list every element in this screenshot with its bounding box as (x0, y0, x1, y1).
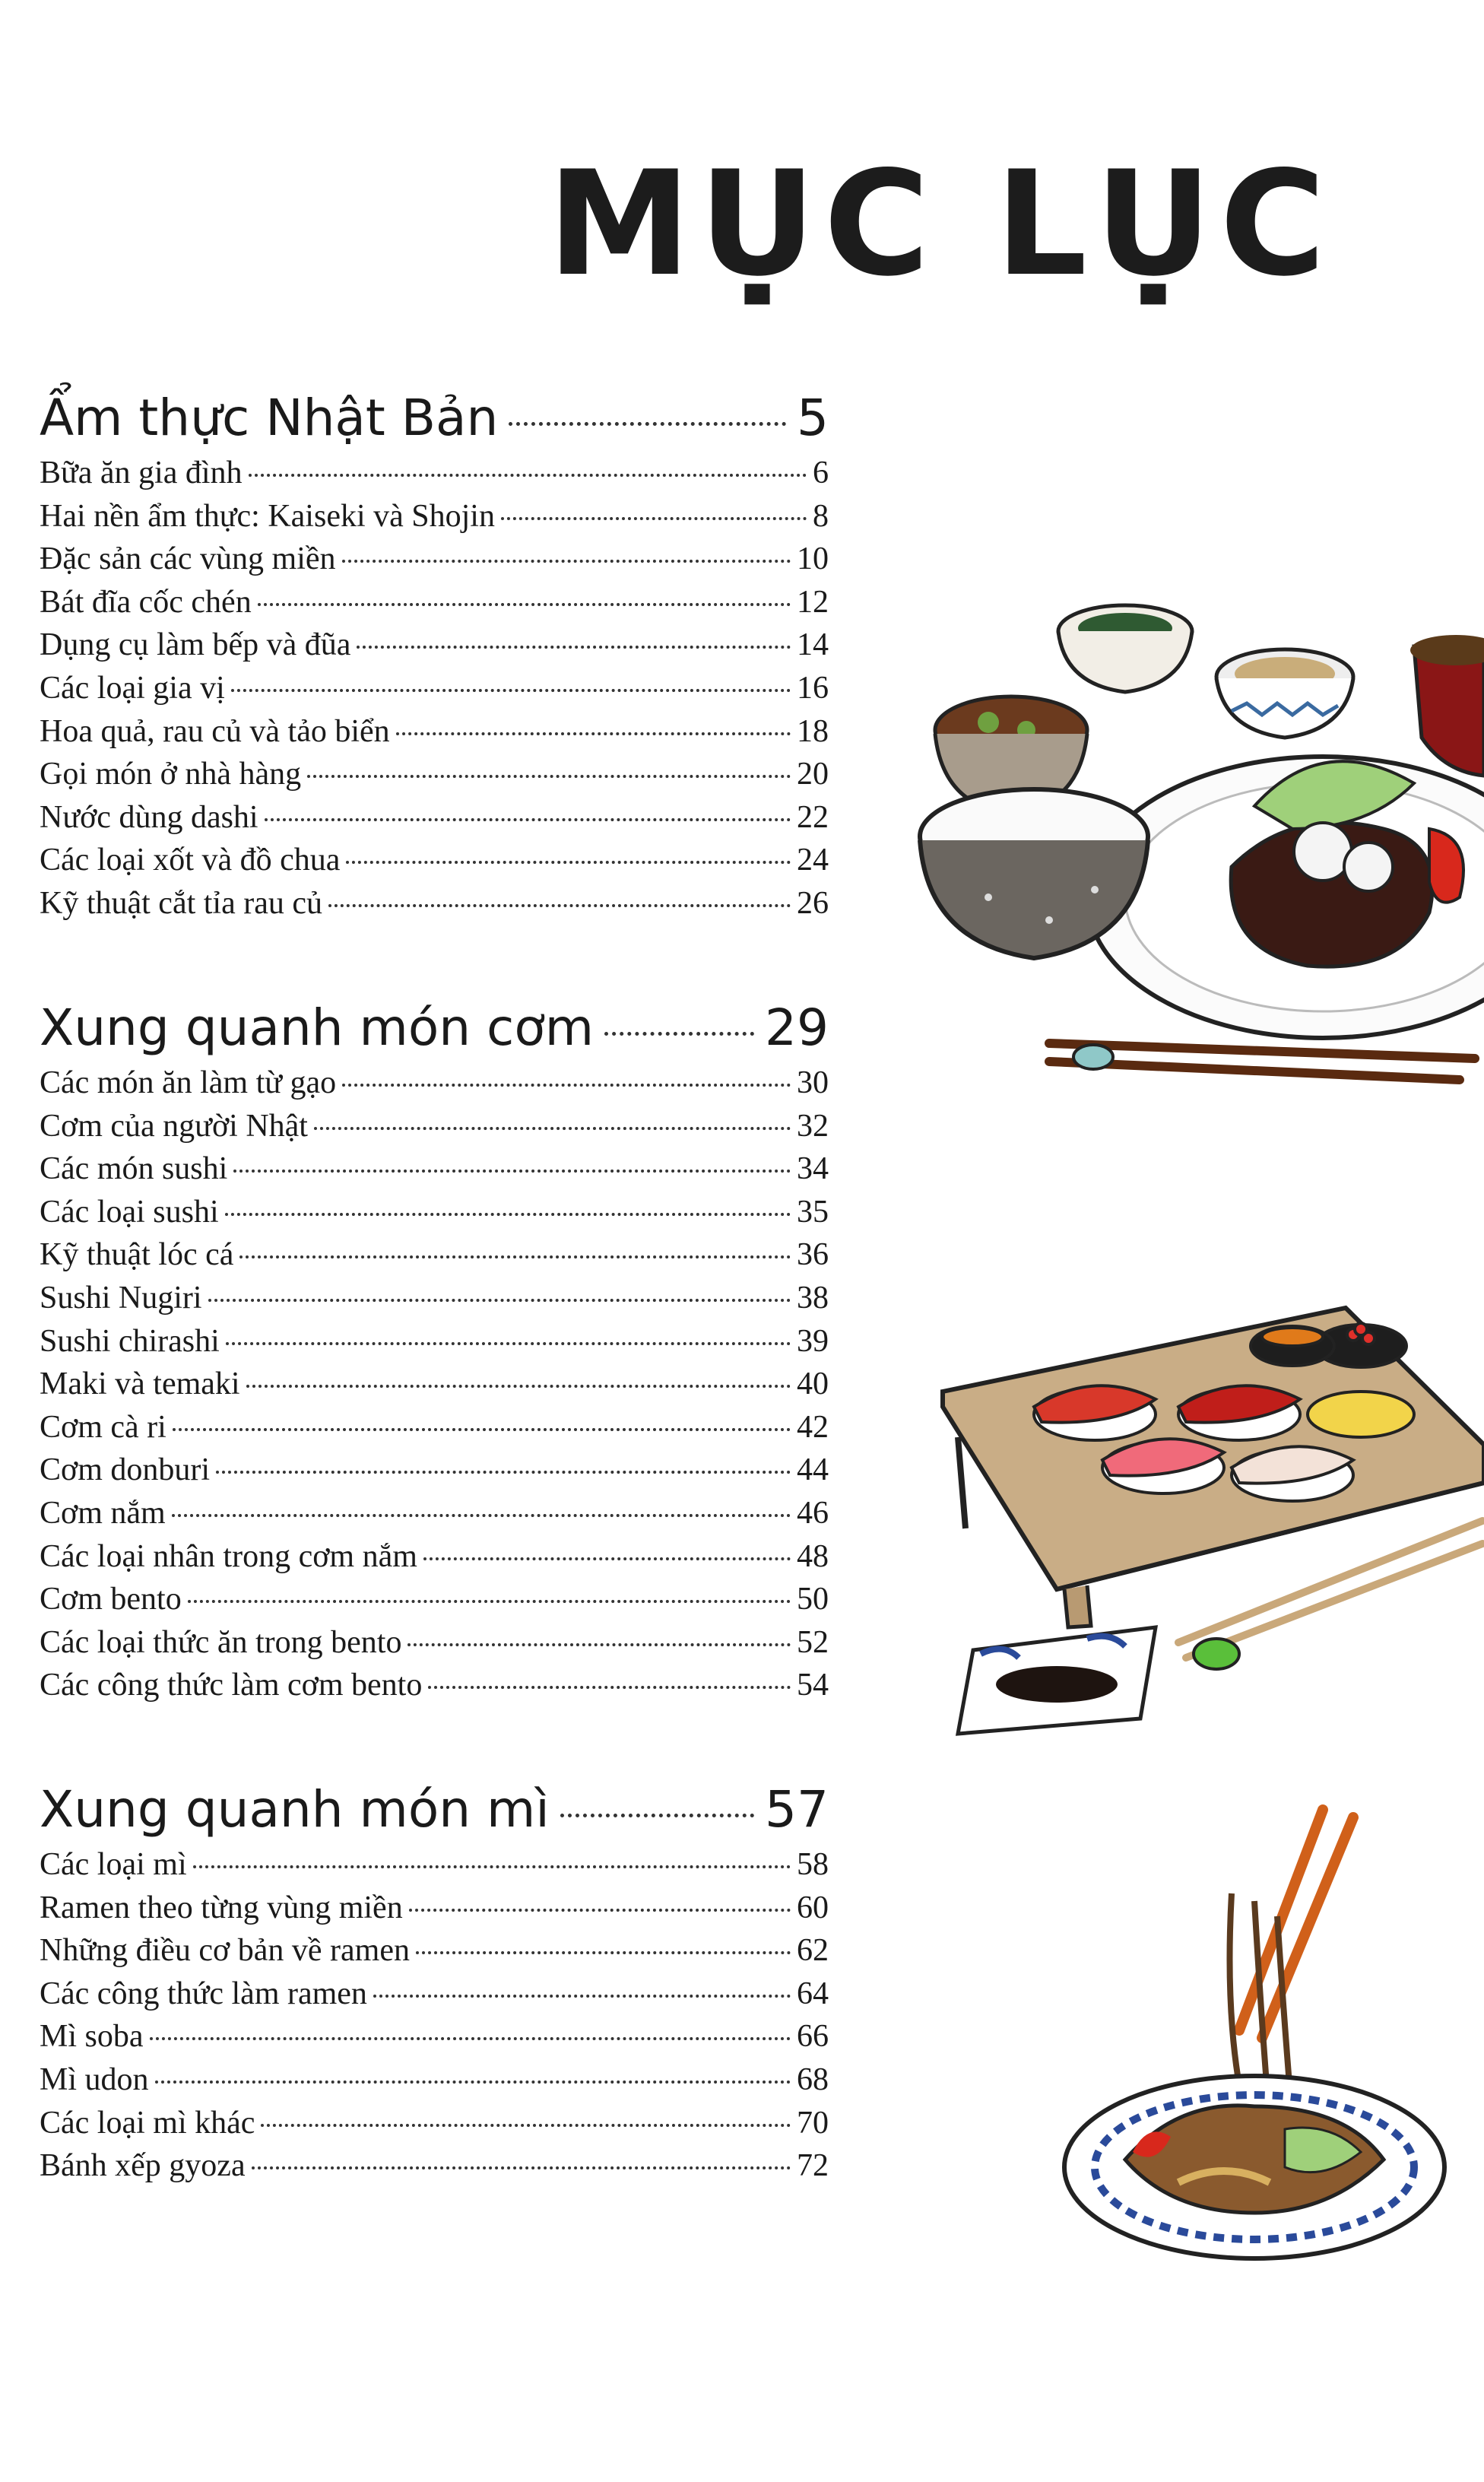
dot-leader (208, 1299, 791, 1302)
dot-leader (314, 1127, 791, 1130)
toc-entry[interactable] (40, 1406, 829, 1449)
toc-entry[interactable] (40, 1363, 829, 1406)
entry-label: Các loại sushi (40, 1194, 219, 1230)
sushi-board-illustration (935, 1262, 1484, 1749)
dot-leader (249, 474, 807, 477)
entry-label: Các công thức làm ramen (40, 1976, 367, 2011)
entry-page: 40 (797, 1366, 829, 1402)
toc-section-noodles (40, 1779, 829, 2188)
entry-label: Maki và temaki (40, 1366, 240, 1402)
entry-label: Các loại gia vị (40, 670, 225, 706)
entry-label: Mì soba (40, 2019, 144, 2055)
entry-label: Hoa quả, rau củ và tảo biển (40, 713, 390, 749)
toc-entry[interactable] (40, 1664, 829, 1707)
entry-label: Các loại mì khác (40, 2105, 255, 2141)
toc-entry[interactable] (40, 1105, 829, 1148)
dot-leader (357, 646, 791, 649)
entry-page: 42 (797, 1409, 829, 1445)
toc-entry[interactable] (40, 1578, 829, 1621)
entry-page: 60 (797, 1890, 829, 1925)
entry-label: Mì udon (40, 2061, 149, 2097)
entry-page: 66 (797, 2019, 829, 2055)
entry-label: Các loại nhân trong cơm nắm (40, 1538, 417, 1574)
dot-leader (328, 904, 791, 907)
dot-leader (265, 818, 791, 821)
toc-entry[interactable] (40, 1843, 829, 1887)
dot-leader (172, 1514, 791, 1517)
entry-label: Sushi Nugiri (40, 1280, 202, 1316)
toc-entry[interactable] (40, 581, 829, 624)
entry-label: Cơm cà ri (40, 1409, 166, 1445)
entry-page: 6 (813, 455, 829, 490)
entry-label: Hai nền ẩm thực: Kaiseki và Shojin (40, 498, 495, 534)
entry-page: 39 (797, 1323, 829, 1359)
toc-entry[interactable] (40, 1492, 829, 1535)
entry-label: Đặc sản các vùng miền (40, 541, 336, 577)
dot-leader (560, 1814, 754, 1817)
entry-page: 50 (797, 1582, 829, 1617)
entry-page: 64 (797, 1976, 829, 2011)
dot-leader (342, 1084, 791, 1087)
entry-label: Kỹ thuật cắt tỉa rau củ (40, 885, 323, 921)
entry-page: 26 (797, 885, 829, 921)
dot-leader (258, 603, 791, 606)
entry-label: Cơm nắm (40, 1495, 166, 1531)
section-heading[interactable] (40, 1779, 829, 1843)
toc-entry[interactable] (40, 1147, 829, 1191)
entry-label: Các công thức làm cơm bento (40, 1668, 423, 1703)
section-title: Xung quanh món mì (40, 1780, 550, 1839)
toc-entry[interactable] (40, 1062, 829, 1105)
dot-leader (407, 1643, 791, 1646)
entry-label: Cơm của người Nhật (40, 1108, 308, 1144)
entry-label: Kỹ thuật lóc cá (40, 1237, 234, 1273)
entry-page: 18 (797, 713, 829, 749)
entry-page: 22 (797, 799, 829, 835)
toc-entry[interactable] (40, 452, 829, 495)
entry-page: 72 (797, 2148, 829, 2184)
toc-entry[interactable] (40, 2144, 829, 2188)
toc-entry[interactable] (40, 1320, 829, 1363)
entry-page: 14 (797, 627, 829, 663)
entry-label: Các loại thức ăn trong bento (40, 1624, 402, 1660)
toc-entry[interactable] (40, 495, 829, 538)
entry-label: Những điều cơ bản về ramen (40, 1933, 410, 1969)
entry-label: Các loại mì (40, 1847, 187, 1882)
toc-entry[interactable] (40, 1191, 829, 1234)
entry-page: 58 (797, 1847, 829, 1882)
toc-entry[interactable] (40, 1233, 829, 1277)
entry-label: Bánh xếp gyoza (40, 2148, 246, 2184)
entry-page: 52 (797, 1624, 829, 1660)
dot-leader (231, 689, 791, 692)
dot-leader (155, 2080, 791, 2084)
entry-page: 8 (813, 498, 829, 534)
dot-leader (409, 1909, 791, 1912)
entry-page: 48 (797, 1538, 829, 1574)
toc-entry[interactable] (40, 1621, 829, 1665)
dot-leader (604, 1032, 754, 1036)
toc-entry[interactable] (40, 2102, 829, 2145)
entry-page: 70 (797, 2105, 829, 2141)
section-title: Ẩm thực Nhật Bản (40, 389, 499, 447)
dot-leader (396, 732, 791, 735)
dot-leader (252, 2166, 791, 2169)
toc-entry[interactable] (40, 1887, 829, 1930)
dot-leader (239, 1255, 791, 1258)
dot-leader (342, 560, 791, 563)
dot-leader (188, 1600, 791, 1603)
entry-label: Cơm bento (40, 1582, 182, 1617)
toc-entry[interactable] (40, 667, 829, 710)
entry-label: Các món ăn làm từ gạo (40, 1065, 337, 1100)
entry-page: 32 (797, 1108, 829, 1144)
toc-entry[interactable] (40, 538, 829, 581)
entry-label: Các loại xốt và đồ chua (40, 843, 341, 878)
entry-page: 10 (797, 541, 829, 577)
entry-label: Cơm donburi (40, 1452, 211, 1488)
entry-page: 62 (797, 1933, 829, 1969)
toc-entry[interactable] (40, 839, 829, 882)
toc-entry[interactable] (40, 2058, 829, 2102)
dot-leader (373, 1995, 791, 1998)
toc-entry[interactable] (40, 1929, 829, 1973)
entry-page: 44 (797, 1452, 829, 1488)
section-page: 5 (797, 389, 829, 447)
dot-leader (509, 422, 786, 426)
entry-label: Các món sushi (40, 1151, 228, 1187)
dot-leader (428, 1686, 791, 1689)
section-heading[interactable] (40, 388, 829, 452)
dot-leader (150, 2037, 791, 2040)
entry-label: Nước dùng dashi (40, 799, 258, 835)
toc-entry[interactable] (40, 1973, 829, 2016)
entry-label: Dụng cụ làm bếp và đũa (40, 627, 351, 663)
entry-page: 38 (797, 1280, 829, 1316)
entry-page: 35 (797, 1194, 829, 1230)
noodle-plate-illustration (1057, 1802, 1452, 2274)
entry-page: 12 (797, 584, 829, 620)
dot-leader (246, 1385, 791, 1388)
dot-leader (501, 517, 807, 520)
dot-leader (216, 1471, 791, 1474)
entry-page: 68 (797, 2061, 829, 2097)
toc-section-rice (40, 998, 829, 1707)
entry-page: 20 (797, 757, 829, 792)
section-title: Xung quanh món cơm (40, 998, 594, 1057)
entry-label: Gọi món ở nhà hàng (40, 757, 302, 792)
section-page: 57 (765, 1780, 829, 1839)
entry-page: 54 (797, 1668, 829, 1703)
entry-label: Bữa ăn gia đình (40, 455, 243, 490)
dot-leader (233, 1170, 791, 1173)
entry-label: Ramen theo từng vùng miền (40, 1890, 403, 1925)
entry-page: 34 (797, 1151, 829, 1187)
entry-page: 16 (797, 670, 829, 706)
dot-leader (226, 1342, 791, 1345)
section-heading[interactable] (40, 998, 829, 1062)
toc-entry[interactable] (40, 2015, 829, 2058)
toc-entry[interactable] (40, 882, 829, 925)
entry-page: 46 (797, 1495, 829, 1531)
toc-entry[interactable] (40, 796, 829, 840)
toc-entry[interactable] (40, 710, 829, 754)
dot-leader (416, 1951, 791, 1954)
toc-entry[interactable] (40, 753, 829, 796)
toc-entry[interactable] (40, 1535, 829, 1579)
entry-page: 24 (797, 843, 829, 878)
dot-leader (225, 1213, 791, 1216)
dot-leader (193, 1865, 791, 1868)
toc-section-japanese-cuisine (40, 388, 829, 925)
entry-page: 30 (797, 1065, 829, 1100)
section-page: 29 (765, 998, 829, 1057)
dot-leader (307, 775, 791, 778)
toc-entry[interactable] (40, 1277, 829, 1320)
toc-entry[interactable] (40, 624, 829, 667)
entry-label: Sushi chirashi (40, 1323, 220, 1359)
dot-leader (173, 1428, 791, 1431)
entry-page: 36 (797, 1237, 829, 1273)
page-title: MỤC LỤC (547, 140, 1333, 308)
dot-leader (423, 1557, 791, 1560)
toc-entry[interactable] (40, 1449, 829, 1492)
entry-label: Bát đĩa cốc chén (40, 584, 252, 620)
dot-leader (346, 861, 791, 864)
set-meal-illustration (897, 578, 1484, 1141)
dot-leader (261, 2124, 791, 2127)
